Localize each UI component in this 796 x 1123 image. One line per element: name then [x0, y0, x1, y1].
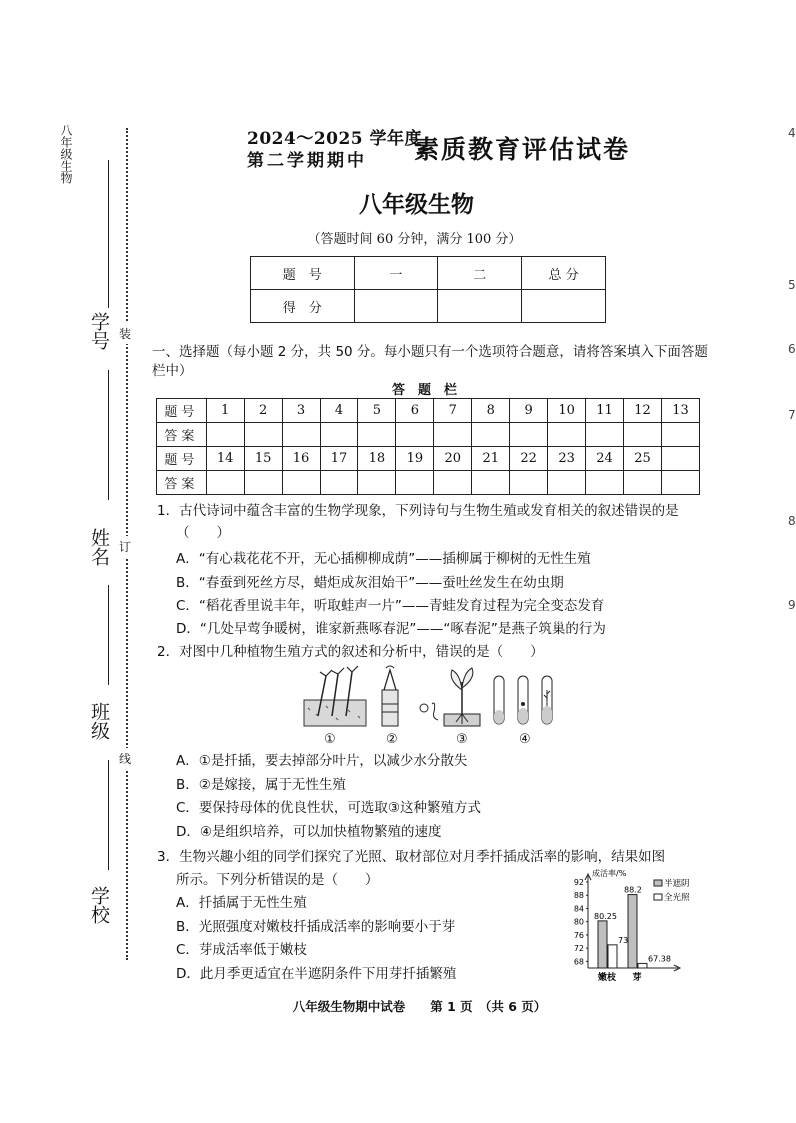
bar-full-light	[638, 963, 647, 968]
question-number-cell: 2	[244, 399, 282, 423]
legend-swatch	[654, 894, 662, 900]
school-label: 学校	[88, 886, 110, 924]
question-number-cell: 19	[396, 447, 434, 471]
q2-figure	[296, 664, 566, 730]
subject-title: 八年级生物	[359, 192, 474, 218]
y-tick-label: 80	[573, 917, 584, 927]
q2-stem: 2．对图中几种植物生殖方式的叙述和分析中，错误的是（ ）	[157, 644, 544, 660]
answer-row-label: 题号	[157, 399, 207, 423]
answer-cell[interactable]	[661, 423, 699, 447]
q3-option-d: D．此月季更适宜在半遮阴条件下用芽扦插繁殖	[176, 966, 457, 982]
question-number-cell: 5	[358, 399, 396, 423]
y-tick-label: 92	[573, 878, 584, 887]
question-number-cell: 4	[320, 399, 358, 423]
answer-cell[interactable]	[244, 423, 282, 447]
section1-title: 一、选择题（每小题 2 分，共 50 分。每小题只有一个选项符合题意，请将答案填入下面答题栏中）	[152, 344, 708, 379]
answer-cell[interactable]	[244, 471, 282, 495]
answer-cell[interactable]	[472, 423, 510, 447]
q2-option-a: A．①是扦插，要去掉部分叶片，以减少水分散失	[176, 753, 468, 769]
question-number-cell: 14	[206, 447, 244, 471]
student-no-blank	[108, 370, 109, 500]
figure-cutting	[304, 666, 366, 726]
q2-option-c: C．要保持母体的优良性状，可选取③这种繁殖方式	[176, 800, 482, 816]
answer-row-label: 答案	[157, 471, 207, 495]
score-cell[interactable]	[522, 290, 606, 323]
bar-data-label: 80.25	[594, 911, 617, 921]
question-number-cell: 23	[548, 447, 586, 471]
bar-data-label: 88.2	[624, 885, 642, 895]
question-number-cell: 25	[624, 447, 662, 471]
q3-stem: 3．生物兴趣小组的同学们探究了光照、取材部位对月季扦插成活率的影响，结果如图	[157, 849, 666, 865]
answer-cell[interactable]	[358, 471, 396, 495]
edge-mark: 4	[788, 126, 796, 140]
q1-option-b: B．“春蚕到死丝方尽，蜡炬成灰泪始干”——蚕吐丝发生在幼虫期	[176, 575, 564, 591]
answer-cell[interactable]	[320, 423, 358, 447]
binding-zhuang: 装	[119, 323, 131, 344]
binding-ding: 订	[119, 536, 131, 557]
question-number-cell: 15	[244, 447, 282, 471]
score-cell[interactable]	[354, 290, 438, 323]
name-label: 姓名	[88, 528, 110, 566]
question-number-cell: 16	[282, 447, 320, 471]
bar-full-light	[608, 945, 617, 968]
time-info: （答题时间 60 分钟，满分 100 分）	[307, 232, 522, 247]
question-number-cell: 17	[320, 447, 358, 471]
answer-cell[interactable]	[282, 471, 320, 495]
answer-cell[interactable]	[510, 423, 548, 447]
answer-cell[interactable]	[434, 471, 472, 495]
answer-cell[interactable]	[320, 471, 358, 495]
answer-cell[interactable]	[624, 471, 662, 495]
class-label: 班级	[88, 702, 110, 740]
figure-label-1: ①	[324, 732, 336, 747]
score-header-part1: 一	[354, 257, 438, 290]
answer-cell[interactable]	[206, 423, 244, 447]
score-row-label: 得 分	[251, 290, 355, 323]
answer-cell[interactable]	[434, 423, 472, 447]
q3-bar-chart	[560, 868, 708, 986]
figure-tissue-culture	[494, 676, 552, 724]
legend-label: 全光照	[664, 893, 690, 903]
figure-grafting	[382, 666, 398, 726]
student-no-label: 学号	[88, 312, 110, 350]
score-table	[250, 256, 606, 323]
edge-mark: 9	[788, 598, 796, 612]
question-number-cell: 12	[624, 399, 662, 423]
question-number-cell: 13	[661, 399, 699, 423]
name-blank	[108, 585, 109, 685]
question-number-cell: 7	[434, 399, 472, 423]
q3-option-b: B．光照强度对嫩枝扦插成活率的影响要小于芽	[176, 919, 456, 935]
bar-data-label: 67.38	[648, 954, 671, 964]
answer-cell[interactable]	[548, 423, 586, 447]
question-number-cell	[661, 447, 699, 471]
question-number-cell: 24	[586, 447, 624, 471]
y-axis-label: 成活率/%	[592, 869, 627, 878]
q1-stem-paren: （ ）	[176, 525, 230, 541]
question-number-cell: 18	[358, 447, 396, 471]
answer-cell[interactable]	[206, 471, 244, 495]
score-header-part2: 二	[438, 257, 522, 290]
question-number-cell: 20	[434, 447, 472, 471]
x-category-label: 芽	[632, 973, 642, 983]
edge-mark: 7	[788, 408, 796, 422]
answer-cell[interactable]	[624, 423, 662, 447]
question-number-cell: 22	[510, 447, 548, 471]
q2-option-b: B．②是嫁接，属于无性生殖	[176, 777, 346, 793]
answer-bar-title: 答 题 栏	[392, 383, 458, 398]
bar-half-shade	[628, 895, 637, 968]
q2-option-d: D．④是组织培养，可以加快植物繁殖的速度	[176, 824, 442, 840]
answer-row-label: 答案	[157, 423, 207, 447]
legend-label: 半遮阴	[664, 879, 690, 889]
binding-grade-label: 八年级生物	[59, 124, 73, 184]
legend-swatch	[654, 880, 662, 886]
figure-label-3: ③	[456, 732, 468, 747]
question-number-cell: 3	[282, 399, 320, 423]
figure-label-2: ②	[386, 732, 398, 747]
q3-stem-line2: 所示。下列分析错误的是（ ）	[176, 872, 379, 888]
answer-table	[156, 398, 700, 495]
question-number-cell: 10	[548, 399, 586, 423]
y-tick-label: 76	[573, 930, 584, 940]
page-footer: 八年级生物期中试卷 第 1 页 （共 6 页）	[292, 999, 547, 1014]
answer-cell[interactable]	[586, 471, 624, 495]
q1-stem: 1．古代诗词中蕴含丰富的生物学现象，下列诗句与生物生殖或发育相关的叙述错误的是	[157, 503, 679, 519]
answer-row-label: 题号	[157, 447, 207, 471]
q1-option-c: C．“稻花香里说丰年，听取蛙声一片”——青蛙发育过程为完全变态发育	[176, 598, 605, 614]
q1-option-d: D．“几处早莺争暖树，谁家新燕啄春泥”——“啄春泥”是燕子筑巢的行为	[176, 621, 606, 637]
bar-data-label: 73	[618, 935, 629, 945]
answer-cell[interactable]	[510, 471, 548, 495]
question-number-cell: 11	[586, 399, 624, 423]
edge-mark: 8	[788, 514, 796, 528]
q3-option-a: A．扦插属于无性生殖	[176, 895, 307, 911]
question-number-cell: 8	[472, 399, 510, 423]
y-tick-label: 88	[573, 891, 584, 901]
question-number-cell: 9	[510, 399, 548, 423]
score-header-total: 总 分	[522, 257, 606, 290]
bar-half-shade	[598, 921, 607, 968]
q1-option-a: A．“有心栽花花不开，无心插柳柳成荫”——插柳属于柳树的无性生殖	[176, 551, 591, 567]
answer-cell[interactable]	[396, 471, 434, 495]
y-tick-label: 68	[573, 957, 584, 967]
edge-mark: 6	[788, 342, 796, 356]
answer-cell[interactable]	[472, 471, 510, 495]
edge-mark: 5	[788, 278, 796, 292]
figure-seedling	[420, 668, 480, 726]
term: 第二学期期中	[247, 151, 367, 171]
binding-xian: 线	[119, 748, 131, 769]
answer-cell[interactable]	[396, 423, 434, 447]
exam-name: 素质教育评估试卷	[414, 135, 631, 164]
school-year: 2024～2025 学年度	[247, 129, 423, 149]
answer-cell[interactable]	[586, 423, 624, 447]
y-tick-label: 72	[573, 944, 584, 954]
y-tick-label: 84	[573, 904, 584, 914]
q3-option-c: C．芽成活率低于嫩枝	[176, 942, 307, 958]
answer-cell[interactable]	[282, 423, 320, 447]
question-number-cell: 6	[396, 399, 434, 423]
score-cell[interactable]	[438, 290, 522, 323]
class-blank	[108, 760, 109, 870]
question-number-cell: 1	[206, 399, 244, 423]
figure-label-4: ④	[519, 732, 531, 747]
answer-cell[interactable]	[358, 423, 396, 447]
score-header-no: 题 号	[251, 257, 355, 290]
answer-cell[interactable]	[661, 471, 699, 495]
x-category-label: 嫩枝	[597, 973, 617, 983]
question-number-cell: 21	[472, 447, 510, 471]
answer-cell[interactable]	[548, 471, 586, 495]
